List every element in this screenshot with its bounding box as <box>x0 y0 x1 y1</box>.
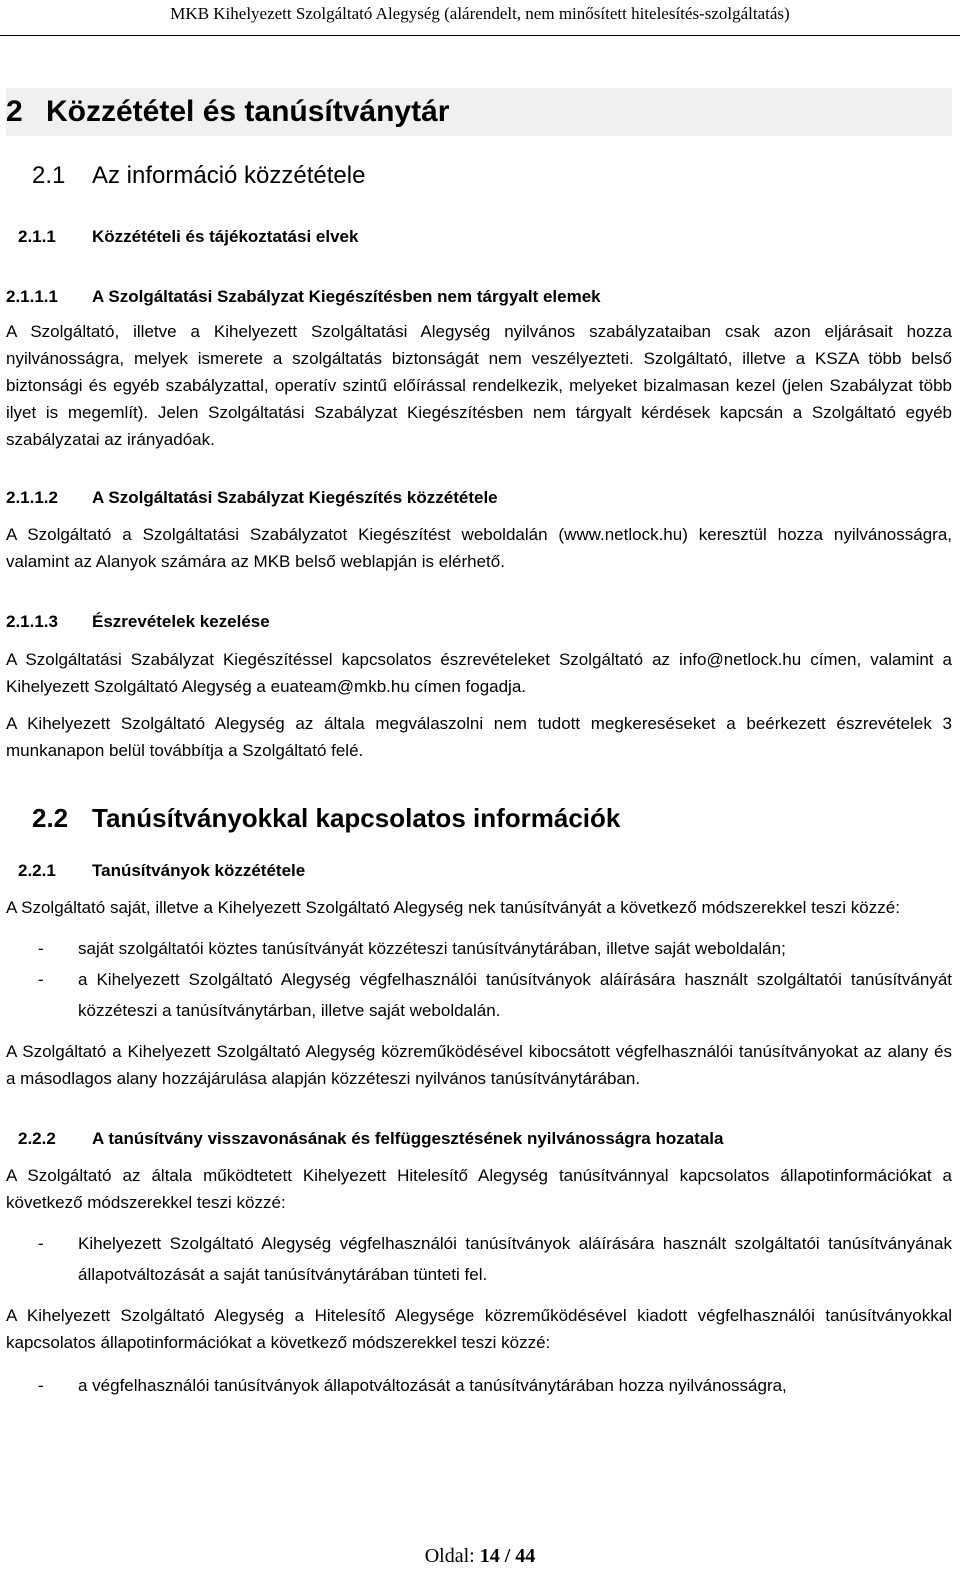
paragraph: A Kihelyezett Szolgáltató Alegység a Hitelesítő Alegysége közreműködésével kiadott végfelhasználói tanúsítványokkal kapcsolatos állapotinformációkat a következő módszerekkel teszi közzé: <box>6 1306 952 1352</box>
paragraph: A Kihelyezett Szolgáltató Alegység az általa megválaszolni nem tudott megkereséseket a beérkezett észrevételek 3 munkanapon belül továbbítja a Szolgáltató felé. <box>6 714 952 760</box>
paragraph: A Szolgáltató az általa működtetett Kihelyezett Hitelesítő Alegység tanúsítvánnyal kapcsolatos állapotinformációkat a következő módszerekkel teszi közzé: <box>6 1166 952 1212</box>
section-title: Közzétételi és tájékoztatási elvek <box>92 227 359 246</box>
paragraph: A Szolgáltatási Szabályzat Kiegészítéssel kapcsolatos észrevételeket Szolgáltató az info@netlock.hu címen, valamint a Kihelyezett Szolgáltató Alegység a euateam@mkb.hu címen fogadja. <box>6 650 952 696</box>
section-title: A Szolgáltatási Szabályzat Kiegészítés közzététele <box>92 488 498 507</box>
paragraph: A Szolgáltató a Szolgáltatási Szabályzatot Kiegészítést weboldalán (www.netlock.hu) keresztül hozza nyilvánosságra, valamint az Alanyok számára az MKB belső weblapján is elérhető. <box>6 525 952 571</box>
section-title: A Szolgáltatási Szabályzat Kiegészítésben nem tárgyalt elemek <box>92 287 601 306</box>
list-item-text: saját szolgáltatói köztes tanúsítványát közzéteszi tanúsítványtárában, illetve saját weboldalán; <box>78 939 786 958</box>
dash-bullet: - <box>38 939 44 958</box>
section-title: Tanúsítványokkal kapcsolatos információk <box>92 803 621 833</box>
paragraph: A Szolgáltató a Kihelyezett Szolgáltató Alegység közreműködésével kibocsátott végfelhasználói tanúsítványokat az alany és a másodlagos alany hozzájárulása alapján közzéteszi nyilvános tanúsítványtárában. <box>6 1042 952 1088</box>
bullet-list <box>6 1228 952 1290</box>
paragraph: A Szolgáltató saját, illetve a Kihelyezett Szolgáltató Alegység nek tanúsítványát a következő módszerekkel teszi közzé: <box>6 898 900 917</box>
dash-bullet: - <box>38 970 44 989</box>
section-heading-2-2-1 <box>6 858 952 884</box>
list-item <box>6 933 952 964</box>
list-item-text: a végfelhasználói tanúsítványok állapotváltozását a tanúsítványtárában hozza nyilvánosságra, <box>78 1376 787 1395</box>
section-heading-2-2 <box>6 800 952 836</box>
bullet-list <box>6 933 952 1026</box>
list-item <box>6 964 952 1026</box>
section-number: 2.2 <box>32 803 69 833</box>
list-item-text: Kihelyezett Szolgáltató Alegység végfelhasználói tanúsítványok aláírására használt szolgáltatói tanúsítványának állapotváltozását a saját tanúsítványtárában tünteti fel. <box>78 1234 952 1284</box>
section-heading-2-1-1-1 <box>6 284 952 310</box>
section-number: 2.1.1.3 <box>6 612 58 631</box>
section-number: 2.2.2 <box>18 1129 56 1148</box>
section-heading-2-1-1-2 <box>6 485 952 511</box>
section-title: Tanúsítványok közzététele <box>92 861 306 880</box>
running-header <box>0 0 960 36</box>
section-number: 2.1.1 <box>18 227 56 246</box>
section-title: A tanúsítvány visszavonásának és felfüggesztésének nyilvánosságra hozatala <box>92 1129 724 1148</box>
section-number: 2.1.1.2 <box>6 488 58 507</box>
page-number: 14 / 44 <box>479 1545 536 1567</box>
section-number: 2 <box>6 95 23 128</box>
section-title: Az információ közzététele <box>92 162 366 189</box>
section-heading-2 <box>6 88 952 136</box>
page-label: Oldal: <box>424 1545 480 1567</box>
section-number: 2.1.1.1 <box>6 287 58 306</box>
list-item <box>6 1228 952 1290</box>
section-title: Közzététel és tanúsítványtár <box>46 95 450 128</box>
list-item-text: a Kihelyezett Szolgáltató Alegység végfelhasználói tanúsítványok aláírására használt szolgáltatói tanúsítványát közzéteszi a tanúsítványtárban, illetve saját weboldalán. <box>78 970 952 1020</box>
section-heading-2-1-1-3 <box>6 609 952 635</box>
page-footer <box>0 1542 960 1570</box>
running-header-title: MKB Kihelyezett Szolgáltató Alegység (alárendelt, nem minősített hitelesítés-szolgáltatás) <box>170 4 790 23</box>
section-heading-2-1 <box>6 158 952 194</box>
list-item <box>6 1370 952 1401</box>
section-number: 2.2.1 <box>18 861 56 880</box>
paragraph: A Szolgáltató, illetve a Kihelyezett Szolgáltatási Alegység nyilvános szabályzataiban csak azon eljárásait hozza nyilvánosságra, melyek ismerete a szolgáltatás biztonságát nem veszélyezteti. Szolgáltató, illetve a KSZA több belső biztonsági és egyéb szabályzattal, operatív szintű előírással rendelkezik, melyeket bizalmasan kezel (jelen Szabályzat több ilyet is megemlít). Jelen Szolgáltatási Szabályzat Kiegészítésben nem tárgyalt kérdések kapcsán a Szolgáltató egyéb szabályzatai az irányadóak. <box>6 322 952 449</box>
dash-bullet: - <box>38 1376 44 1395</box>
section-heading-2-2-2 <box>6 1126 952 1152</box>
dash-bullet: - <box>38 1234 44 1253</box>
bullet-list <box>6 1370 952 1401</box>
section-number: 2.1 <box>32 162 66 189</box>
section-title: Észrevételek kezelése <box>92 612 270 631</box>
document-body <box>6 88 952 1401</box>
section-heading-2-1-1 <box>6 224 952 250</box>
